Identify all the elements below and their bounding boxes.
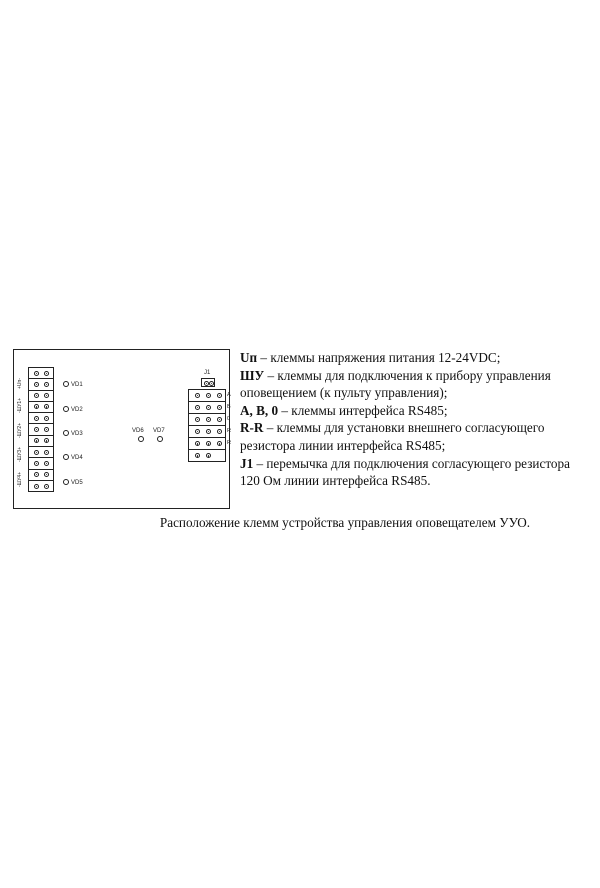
screw-terminal-icon (34, 371, 39, 376)
screw-terminal-icon (44, 438, 49, 443)
legend-item-rs485 (240, 402, 592, 420)
screw-terminal-icon (195, 453, 200, 458)
screw-terminal-icon (217, 393, 222, 398)
screw-terminal-icon (206, 393, 211, 398)
legend-term: Uп (240, 350, 258, 365)
led-label: VD5 (71, 480, 83, 486)
terminal-legend (240, 349, 592, 490)
screw-terminal-icon (34, 438, 39, 443)
screw-terminal-icon (195, 405, 200, 410)
screw-terminal-icon (44, 404, 49, 409)
screw-terminal-icon (206, 453, 211, 458)
led-label: VD3 (71, 431, 83, 437)
left-terminal-cell (29, 436, 53, 447)
screw-terminal-icon (44, 416, 49, 421)
right-terminal-block (188, 389, 226, 462)
screw-terminal-icon (44, 472, 49, 477)
screw-terminal-icon (34, 450, 39, 455)
screw-terminal-icon (44, 461, 49, 466)
led-vd7 (153, 428, 165, 434)
led-vd4 (63, 454, 83, 461)
left-terminal-label: -ШУ2+ (17, 422, 23, 438)
right-terminal-cell (189, 414, 225, 426)
legend-term: A, B, 0 (240, 402, 279, 418)
led-vd7-label: VD7 (153, 428, 165, 434)
screw-terminal-icon (44, 371, 49, 376)
screw-terminal-icon (206, 441, 211, 446)
screw-terminal-icon (34, 404, 39, 409)
screw-terminal-icon (195, 393, 200, 398)
left-terminal-label: -ШУ4+ (17, 471, 23, 487)
led-icon (63, 406, 69, 412)
legend-desc: – клеммы интерфейса RS485; (278, 402, 448, 418)
led-vd6-ring (138, 436, 146, 443)
left-terminal-cell (29, 470, 53, 481)
legend-desc: – клеммы для установки внешнего согласующего резистора линии интерфейса RS485; (240, 420, 545, 453)
led-icon (63, 381, 69, 387)
figure-caption: Расположение клемм устройства управления оповещателем УУО. (159, 515, 531, 530)
screw-terminal-icon (195, 429, 200, 434)
screw-terminal-icon (34, 461, 39, 466)
legend-term: R-R (240, 420, 264, 436)
right-terminal-cell (189, 438, 225, 450)
legend-item-up (240, 349, 592, 367)
right-terminal-label: R (227, 440, 231, 446)
screw-terminal-icon (195, 441, 200, 446)
right-terminal-cell (189, 402, 225, 414)
left-terminal-cell (29, 458, 53, 469)
led-icon (63, 479, 69, 485)
legend-item-j1 (240, 455, 592, 490)
led-label: VD2 (71, 407, 83, 413)
left-terminal-cell (29, 424, 53, 435)
led-label: VD4 (71, 455, 83, 461)
led-vd3 (63, 430, 83, 437)
screw-terminal-icon (44, 393, 49, 398)
legend-term: ШУ (240, 367, 265, 383)
right-terminal-cell (189, 390, 225, 402)
screw-terminal-icon (206, 405, 211, 410)
screw-terminal-icon (34, 427, 39, 432)
led-vd2 (63, 406, 83, 413)
right-terminal-label: B (227, 404, 231, 410)
screw-terminal-icon (206, 417, 211, 422)
screw-terminal-icon (217, 429, 222, 434)
screw-terminal-icon (34, 416, 39, 421)
jumper-j1-label: J1 (204, 370, 211, 376)
legend-desc: – клеммы для подключения к прибору управления оповещением (к пульту управления); (240, 367, 551, 401)
right-terminal-label: A (227, 392, 231, 398)
left-terminal-label: -ШУ3+ (17, 446, 23, 462)
screw-terminal-icon (217, 405, 222, 410)
screw-terminal-icon (34, 382, 39, 387)
legend-item-shu (240, 367, 592, 402)
right-terminal-label: 0 (227, 416, 231, 422)
screw-terminal-icon (34, 472, 39, 477)
screw-terminal-icon (44, 484, 49, 489)
right-terminal-label: R (227, 428, 231, 434)
led-vd6-label: VD6 (132, 428, 144, 434)
led-label: VD1 (71, 382, 83, 388)
jumper-j1 (201, 378, 215, 387)
legend-item-rr (240, 419, 592, 454)
screw-terminal-icon (206, 429, 211, 434)
screw-terminal-icon (195, 417, 200, 422)
screw-terminal-icon (217, 441, 222, 446)
right-terminal-cell (189, 450, 225, 462)
right-terminal-cell (189, 426, 225, 438)
led-vd6 (132, 428, 144, 434)
screw-terminal-icon (44, 450, 49, 455)
left-terminal-cell (29, 379, 53, 390)
screw-terminal-icon (34, 393, 39, 398)
led-icon (63, 430, 69, 436)
screw-terminal-icon (44, 427, 49, 432)
left-terminal-cell (29, 481, 53, 492)
screw-terminal-icon (44, 382, 49, 387)
led-vd5 (63, 479, 83, 486)
led-icon (63, 454, 69, 460)
left-terminal-cell (29, 368, 53, 379)
left-terminal-cell (29, 413, 53, 424)
screw-terminal-icon (217, 417, 222, 422)
terminal-board-diagram (13, 349, 230, 509)
left-terminal-cell (29, 402, 53, 413)
left-terminal-cell (29, 447, 53, 458)
left-terminal-label: +Uп- (17, 378, 23, 389)
left-terminal-label: -ШУ1+ (17, 397, 23, 413)
screw-terminal-icon (34, 484, 39, 489)
led-vd1 (63, 381, 83, 388)
led-vd7-ring (157, 436, 165, 443)
left-terminal-block (28, 367, 54, 492)
left-terminal-cell (29, 391, 53, 402)
legend-term: J1 (240, 455, 254, 471)
legend-desc: – клеммы напряжения питания 12-24VDC; (257, 350, 501, 365)
legend-desc: – перемычка для подключения согласующего резистора 120 Ом линии интерфейса RS485. (240, 455, 570, 489)
